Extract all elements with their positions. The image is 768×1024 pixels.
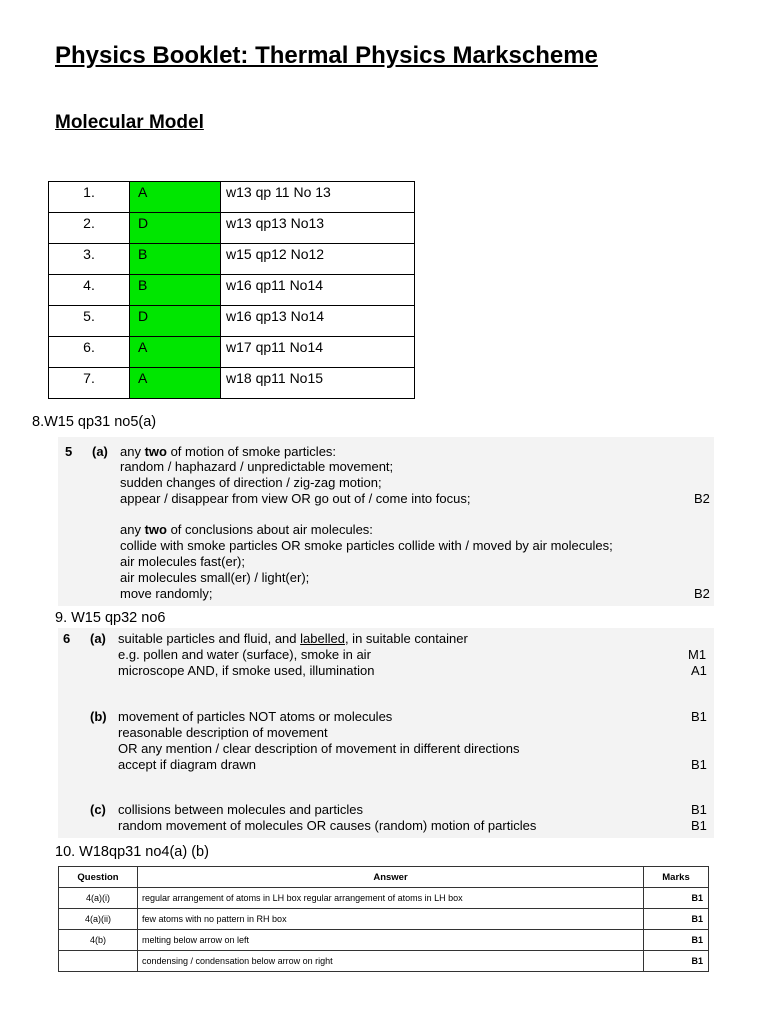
q10-answer-table: [58, 866, 709, 972]
mcq-reference-cell: w13 qp 11 No 13: [221, 182, 415, 213]
section-title: Molecular Model: [55, 112, 204, 133]
q10-answer-cell: few atoms with no pattern in RH box: [138, 909, 644, 930]
q9-question-number: 6: [63, 631, 71, 646]
mcq-number-cell: 2.: [49, 213, 130, 244]
mcq-answer-cell: A: [130, 368, 221, 399]
mcq-reference-cell: w13 qp13 No13: [221, 213, 415, 244]
q8-block1-line: appear / disappear from view OR go out of / come into focus;: [120, 491, 471, 506]
q8-block1-line: sudden changes of direction / zig-zag motion;: [120, 475, 382, 490]
mcq-reference-cell: w15 qp12 No12: [221, 244, 415, 275]
q10-answer-cell: regular arrangement of atoms in LH box regular arrangement of atoms in LH box: [138, 888, 644, 909]
q9-a-mark1: M1: [688, 647, 707, 662]
q8-heading: 8.W15 qp31 no5(a): [32, 414, 157, 430]
q10-question-cell: 4(a)(i): [59, 888, 138, 909]
mcq-number-cell: 7.: [49, 368, 130, 399]
mcq-number-cell: 4.: [49, 275, 130, 306]
mcq-reference-cell: w16 qp11 No14: [221, 275, 415, 306]
mcq-answer-cell: D: [130, 306, 221, 337]
q9-c-line: collisions between molecules and particles: [118, 802, 363, 817]
q8-block2-mark: B2: [694, 586, 710, 601]
document-title: Physics Booklet: Thermal Physics Markscheme: [55, 42, 598, 69]
q9-a-mark2: A1: [691, 663, 707, 678]
q10-header-marks: Marks: [644, 867, 709, 888]
mcq-answer-cell: A: [130, 337, 221, 368]
q9-a-line1: suitable particles and fluid, and labelled, in suitable container: [118, 631, 468, 646]
mcq-number-cell: 1.: [49, 182, 130, 213]
mcq-answer-table: [48, 181, 415, 399]
q9-b-line: accept if diagram drawn: [118, 757, 257, 772]
mcq-answer-cell: B: [130, 244, 221, 275]
q10-question-cell: 4(a)(ii): [59, 909, 138, 930]
q9-c-mark2: B1: [691, 818, 707, 833]
q8-markscheme-panel: [58, 437, 714, 606]
q9-part-c-label: (c): [90, 802, 106, 817]
q9-b-mark1: B1: [691, 709, 707, 724]
q10-question-cell: 4(b): [59, 930, 138, 951]
q10-row: [59, 888, 709, 909]
q10-question-cell: [59, 951, 138, 972]
mcq-row: [49, 337, 415, 368]
q10-header-question: Question: [59, 867, 138, 888]
q9-b-line: movement of particles NOT atoms or molecules: [118, 709, 393, 724]
mcq-number-cell: 6.: [49, 337, 130, 368]
q10-marks-cell: B1: [644, 951, 709, 972]
q9-part-a-label: (a): [90, 631, 106, 646]
mcq-row: [49, 306, 415, 337]
mcq-row: [49, 275, 415, 306]
q8-block2-line: air molecules fast(er);: [120, 554, 245, 569]
q10-row: [59, 951, 709, 972]
q10-row: [59, 909, 709, 930]
mcq-reference-cell: w17 qp11 No14: [221, 337, 415, 368]
q10-marks-cell: B1: [644, 930, 709, 951]
q10-header-answer: Answer: [138, 867, 644, 888]
q10-answer-cell: condensing / condensation below arrow on right: [138, 951, 644, 972]
q8-block2-line: air molecules small(er) / light(er);: [120, 570, 310, 585]
q10-answer-cell: melting below arrow on left: [138, 930, 644, 951]
mcq-row: [49, 182, 415, 213]
q8-part-label: (a): [92, 444, 108, 459]
q8-block1-intro: any two of motion of smoke particles:: [120, 444, 337, 459]
q8-block2-line: collide with smoke particles OR smoke particles collide with / moved by air molecules;: [120, 538, 613, 553]
q10-marks-cell: B1: [644, 909, 709, 930]
q9-b-mark2: B1: [691, 757, 707, 772]
q8-block2-intro: any two of conclusions about air molecules:: [120, 522, 373, 537]
q9-b-line: reasonable description of movement: [118, 725, 328, 740]
q9-part-b-label: (b): [90, 709, 107, 724]
mcq-reference-cell: w18 qp11 No15: [221, 368, 415, 399]
mcq-number-cell: 3.: [49, 244, 130, 275]
q8-block2-line: move randomly;: [120, 586, 213, 601]
mcq-row: [49, 213, 415, 244]
q9-b-line: OR any mention / clear description of movement in different directions: [118, 741, 520, 756]
mcq-number-cell: 5.: [49, 306, 130, 337]
q10-heading: 10. W18qp31 no4(a) (b): [55, 844, 209, 860]
q9-a-line2: e.g. pollen and water (surface), smoke in air: [118, 647, 371, 662]
mcq-answer-cell: B: [130, 275, 221, 306]
q10-marks-cell: B1: [644, 888, 709, 909]
mcq-answer-cell: A: [130, 182, 221, 213]
mcq-reference-cell: w16 qp13 No14: [221, 306, 415, 337]
q9-c-line: random movement of molecules OR causes (random) motion of particles: [118, 818, 537, 833]
q8-block1-mark: B2: [694, 491, 710, 506]
q10-row: [59, 930, 709, 951]
q9-heading: 9. W15 qp32 no6: [55, 610, 166, 626]
mcq-answer-cell: D: [130, 213, 221, 244]
q8-block1-line: random / haphazard / unpredictable movement;: [120, 459, 394, 474]
mcq-row: [49, 244, 415, 275]
q9-a-line3: microscope AND, if smoke used, illumination: [118, 663, 375, 678]
mcq-row: [49, 368, 415, 399]
q9-c-mark1: B1: [691, 802, 707, 817]
q9-markscheme-panel: [58, 628, 714, 838]
q8-question-number: 5: [65, 444, 73, 459]
